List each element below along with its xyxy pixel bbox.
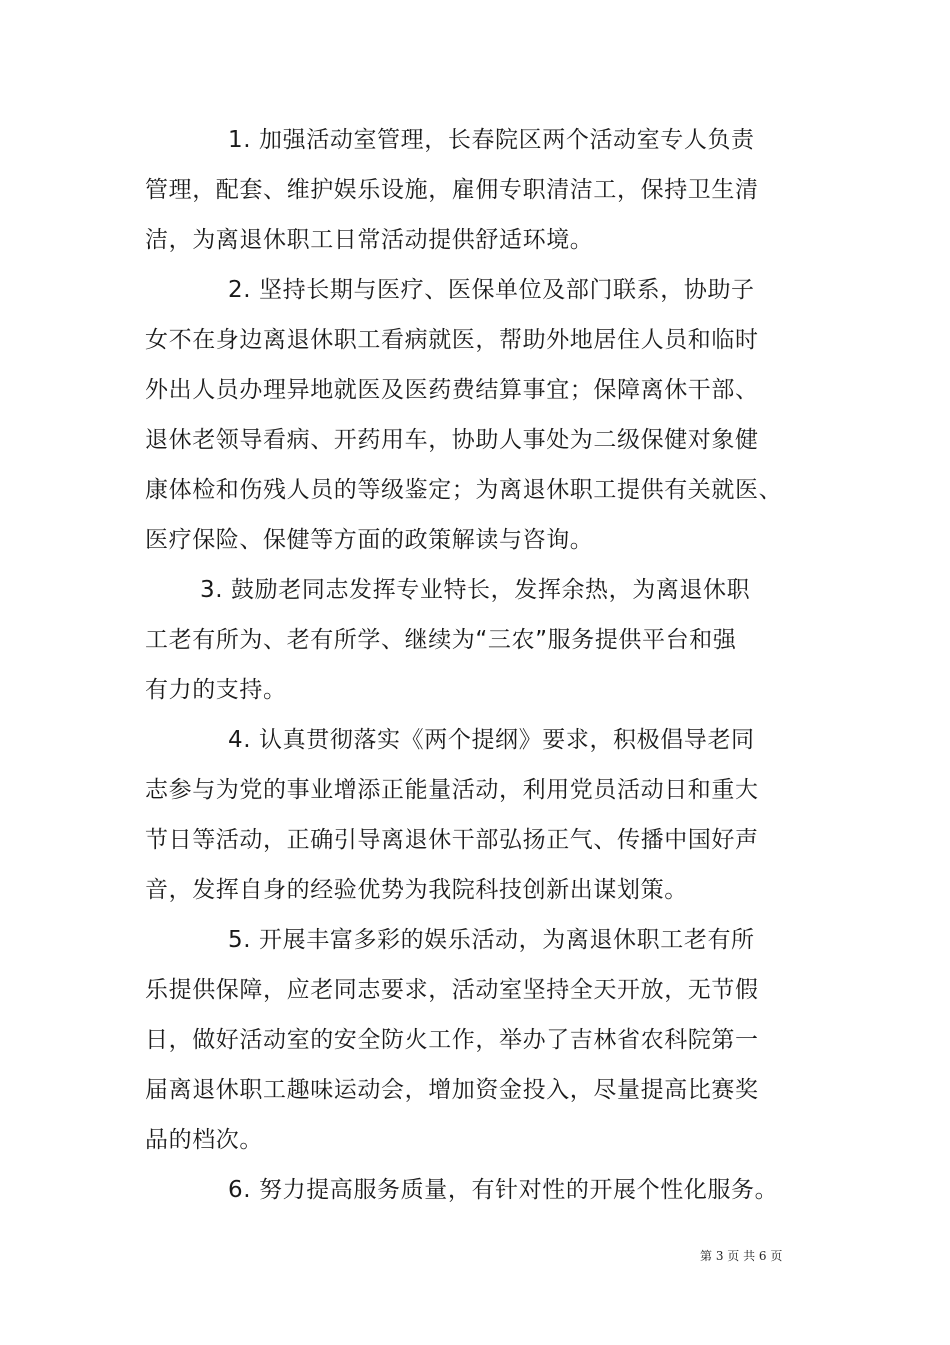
paragraph-line: 4. 认真贯彻落实《两个提纲》要求，积极倡导老同 <box>228 727 755 753</box>
paragraph-line: 3. 鼓励老同志发挥专业特长，发挥余热，为离退休职 <box>200 577 751 603</box>
paragraph-line: 管理，配套、维护娱乐设施，雇佣专职清洁工，保持卫生清 <box>145 177 759 203</box>
paragraph-line: 5. 开展丰富多彩的娱乐活动，为离退休职工老有所 <box>228 927 755 953</box>
paragraph-line: 日，做好活动室的安全防火工作，举办了吉林省农科院第一 <box>145 1027 759 1053</box>
paragraph-line: 医疗保险、保健等方面的政策解读与咨询。 <box>145 527 594 553</box>
paragraph-line: 音，发挥自身的经验优势为我院科技创新出谋划策。 <box>145 877 688 903</box>
paragraph-line: 乐提供保障，应老同志要求，活动室坚持全天开放，无节假 <box>145 977 759 1003</box>
paragraph-line: 2. 坚持长期与医疗、医保单位及部门联系，协助子 <box>228 277 755 303</box>
paragraph-line: 康体检和伤残人员的等级鉴定；为离退休职工提供有关就医、 <box>145 477 783 503</box>
paragraph-line: 有力的支持。 <box>145 677 287 703</box>
page-number-footer: 第 3 页 共 6 页 <box>700 1249 783 1263</box>
paragraph-line: 6. 努力提高服务质量，有针对性的开展个性化服务。 <box>228 1177 779 1203</box>
paragraph-line: 洁，为离退休职工日常活动提供舒适环境。 <box>145 227 594 253</box>
paragraph-line: 志参与为党的事业增添正能量活动，利用党员活动日和重大 <box>145 777 759 803</box>
paragraph-line: 退休老领导看病、开药用车，协助人事处为二级保健对象健 <box>145 427 759 453</box>
paragraph-line: 外出人员办理异地就医及医药费结算事宜；保障离休干部、 <box>145 377 759 403</box>
paragraph-line: 1. 加强活动室管理，长春院区两个活动室专人负责 <box>228 127 755 153</box>
paragraph-line: 女不在身边离退休职工看病就医，帮助外地居住人员和临时 <box>145 327 759 353</box>
paragraph-line: 届离退休职工趣味运动会，增加资金投入，尽量提高比赛奖 <box>145 1077 759 1103</box>
paragraph-line: 节日等活动，正确引导离退休干部弘扬正气、传播中国好声 <box>145 827 759 853</box>
paragraph-line: 品的档次。 <box>145 1127 263 1153</box>
paragraph-line: 工老有所为、老有所学、继续为“三农”服务提供平台和强 <box>145 627 737 653</box>
